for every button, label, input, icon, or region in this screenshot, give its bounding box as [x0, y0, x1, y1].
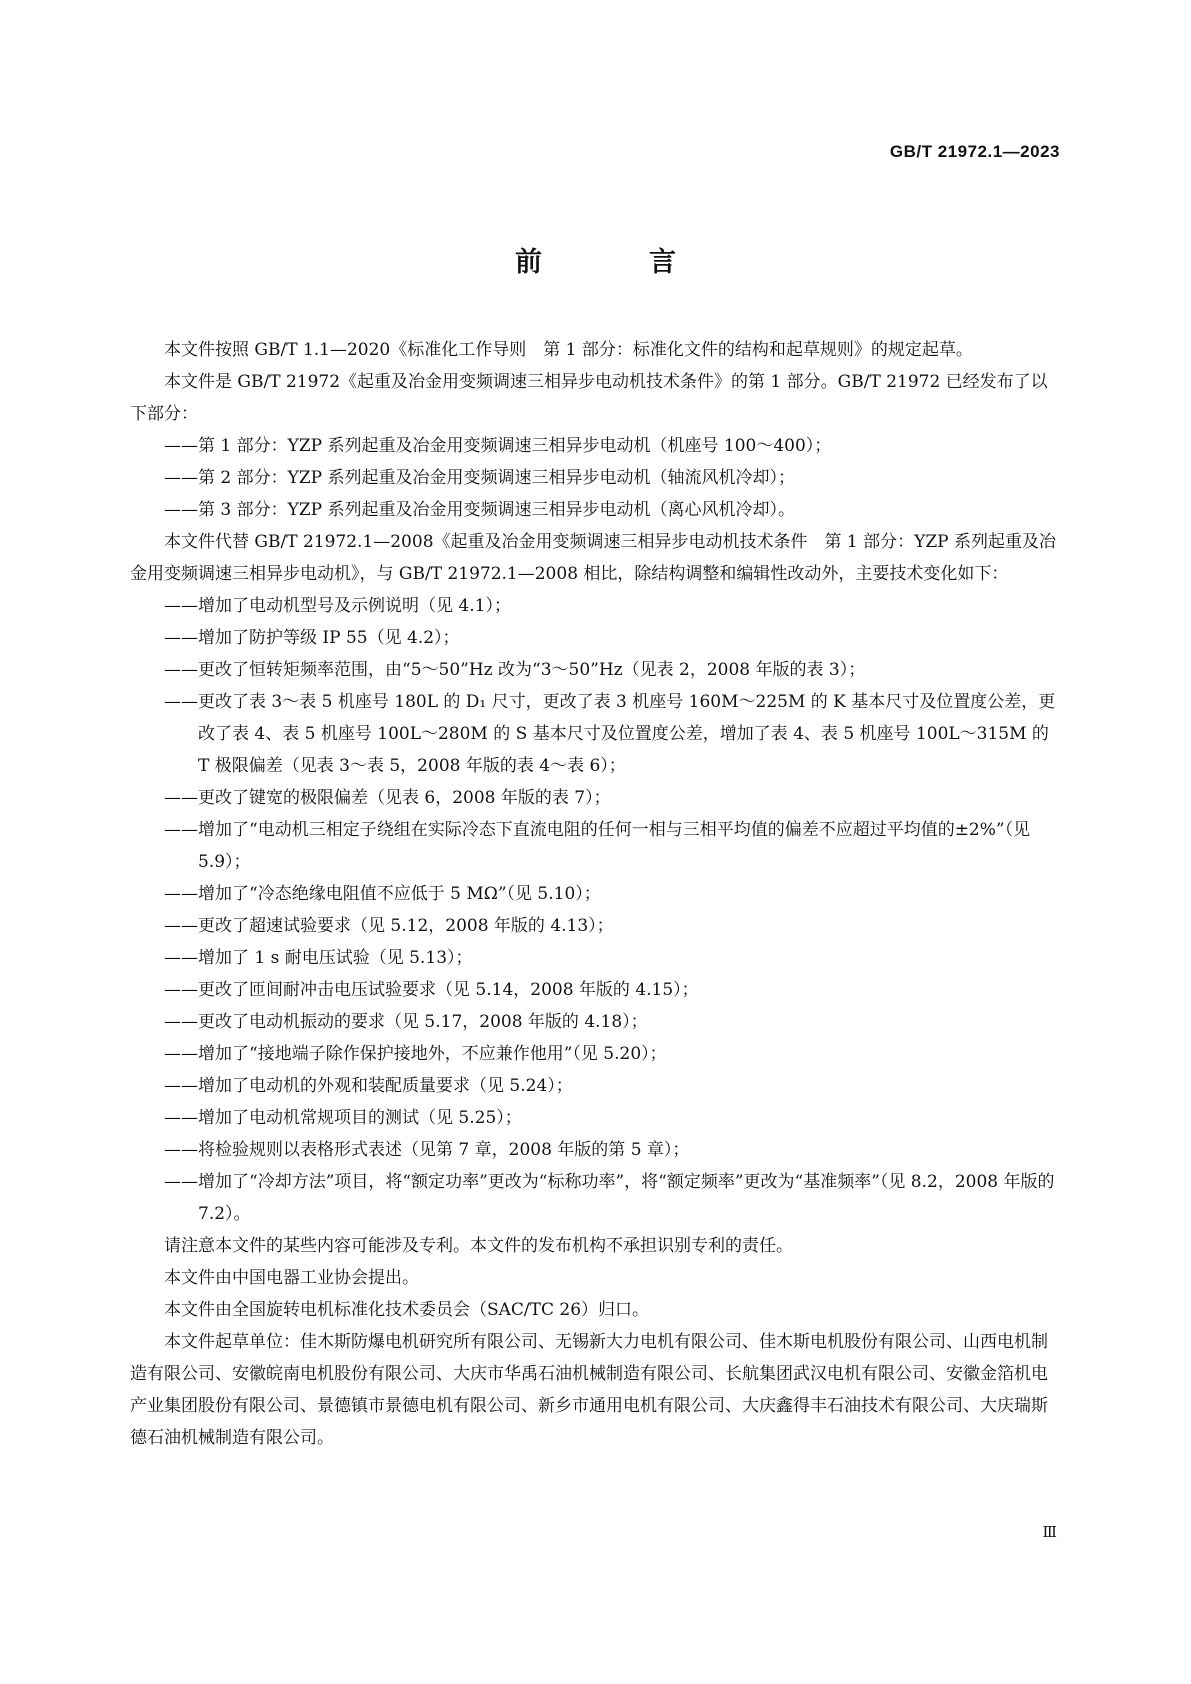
paragraph-replace: 本文件代替 GB/T 21972.1—2008《起重及冶金用变频调速三相异步电动机技术条件 第 1 部分：YZP 系列起重及冶金用变频调速三相异步电动机》，与 GB/T 21972.1—2008 相比，除结构调整和编辑性改动外，主要技术变化如下： [130, 532, 1057, 584]
list-item: ——增加了电动机型号及示例说明（见 4.1）； [164, 596, 511, 616]
list-item: ——更改了恒转矩频率范围，由“5～50”Hz 改为“3～50”Hz（见表 2，2008 年版的表 3）； [164, 660, 866, 680]
list-item: ——增加了“电动机三相定子绕组在实际冷态下直流电阻的任何一相与三相平均值的偏差不应超过平均值的±2%”（见 5.9）； [164, 820, 1031, 872]
paragraph-patent: 请注意本文件的某些内容可能涉及专利。本文件的发布机构不承担识别专利的责任。 [164, 1236, 793, 1256]
list-item: ——更改了匝间耐冲击电压试验要求（见 5.14，2008 年版的 4.15）； [164, 980, 699, 1000]
list-item: ——增加了电动机常规项目的测试（见 5.25）； [164, 1108, 522, 1128]
paragraph-drafters: 本文件起草单位：佳木斯防爆电机研究所有限公司、无锡新大力电机有限公司、佳木斯电机股份有限公司、山西电机制造有限公司、安徽皖南电机股份有限公司、大庆市华禹石油机械制造有限公司、长航集团武汉电机有限公司、安徽金箔机电产业集团股份有限公司、景德镇市景德电机有限公司、新乡市通用电机有限公司、大庆鑫得丰石油技术有限公司、大庆瑞斯德石油机械制造有限公司。 [130, 1332, 1048, 1448]
list-item: ——增加了 1 s 耐电压试验（见 5.13）； [164, 948, 473, 968]
paragraph-basis: 本文件按照 GB/T 1.1—2020《标准化工作导则 第 1 部分：标准化文件的结构和起草规则》的规定起草。 [164, 340, 973, 360]
page-number: Ⅲ [1042, 1523, 1057, 1541]
list-item: ——更改了键宽的极限偏差（见表 6，2008 年版的表 7）； [164, 788, 611, 808]
list-item: ——增加了防护等级 IP 55（见 4.2）； [164, 628, 460, 648]
changes-list [130, 590, 1060, 1230]
list-item: ——更改了电动机振动的要求（见 5.17，2008 年版的 4.18）； [164, 1012, 648, 1032]
list-item: ——将检验规则以表格形式表述（见第 7 章，2008 年版的第 5 章）； [164, 1140, 690, 1160]
paragraph-committee: 本文件由全国旋转电机标准化技术委员会（SAC/TC 26）归口。 [164, 1300, 650, 1320]
list-item: ——增加了电动机的外观和装配质量要求（见 5.24）； [164, 1076, 573, 1096]
foreword-body [130, 334, 1060, 1454]
list-item: ——增加了“冷态绝缘电阻值不应低于 5 MΩ”（见 5.10）； [164, 884, 601, 904]
paragraph-series: 本文件是 GB/T 21972《起重及冶金用变频调速三相异步电动机技术条件》的第 1 部分。GB/T 21972 已经发布了以下部分： [130, 372, 1048, 424]
parts-list [130, 430, 1060, 526]
list-item: ——第 1 部分：YZP 系列起重及冶金用变频调速三相异步电动机（机座号 100～400）； [164, 436, 832, 456]
list-item: ——第 3 部分：YZP 系列起重及冶金用变频调速三相异步电动机（离心风机冷却）。 [164, 500, 795, 520]
paragraph-proposer: 本文件由中国电器工业协会提出。 [164, 1268, 419, 1288]
list-item: ——第 2 部分：YZP 系列起重及冶金用变频调速三相异步电动机（轴流风机冷却）； [164, 468, 795, 488]
list-item: ——更改了超速试验要求（见 5.12，2008 年版的 4.13）； [164, 916, 614, 936]
page-title: 前 言 [515, 247, 716, 278]
list-item: ——增加了“接地端子除作保护接地外，不应兼作他用”（见 5.20）； [164, 1044, 667, 1064]
standard-code: GB/T 21972.1—2023 [889, 142, 1060, 161]
list-item: ——增加了“冷却方法”项目，将“额定功率”更改为“标称功率”，将“额定频率”更改为“基准频率”（见 8.2，2008 年版的 7.2）。 [164, 1172, 1055, 1224]
list-item: ——更改了表 3～表 5 机座号 180L 的 D₁ 尺寸，更改了表 3 机座号 160M～225M 的 K 基本尺寸及位置度公差，更改了表 4、表 5 机座号 100L～280M 的 S 基本尺寸及位置度公差，增加了表 4、表 5 机座号 100L～315M 的 T 极限偏差（见表 3～表 5，2008 年版的表 4～表 6）； [164, 692, 1056, 776]
